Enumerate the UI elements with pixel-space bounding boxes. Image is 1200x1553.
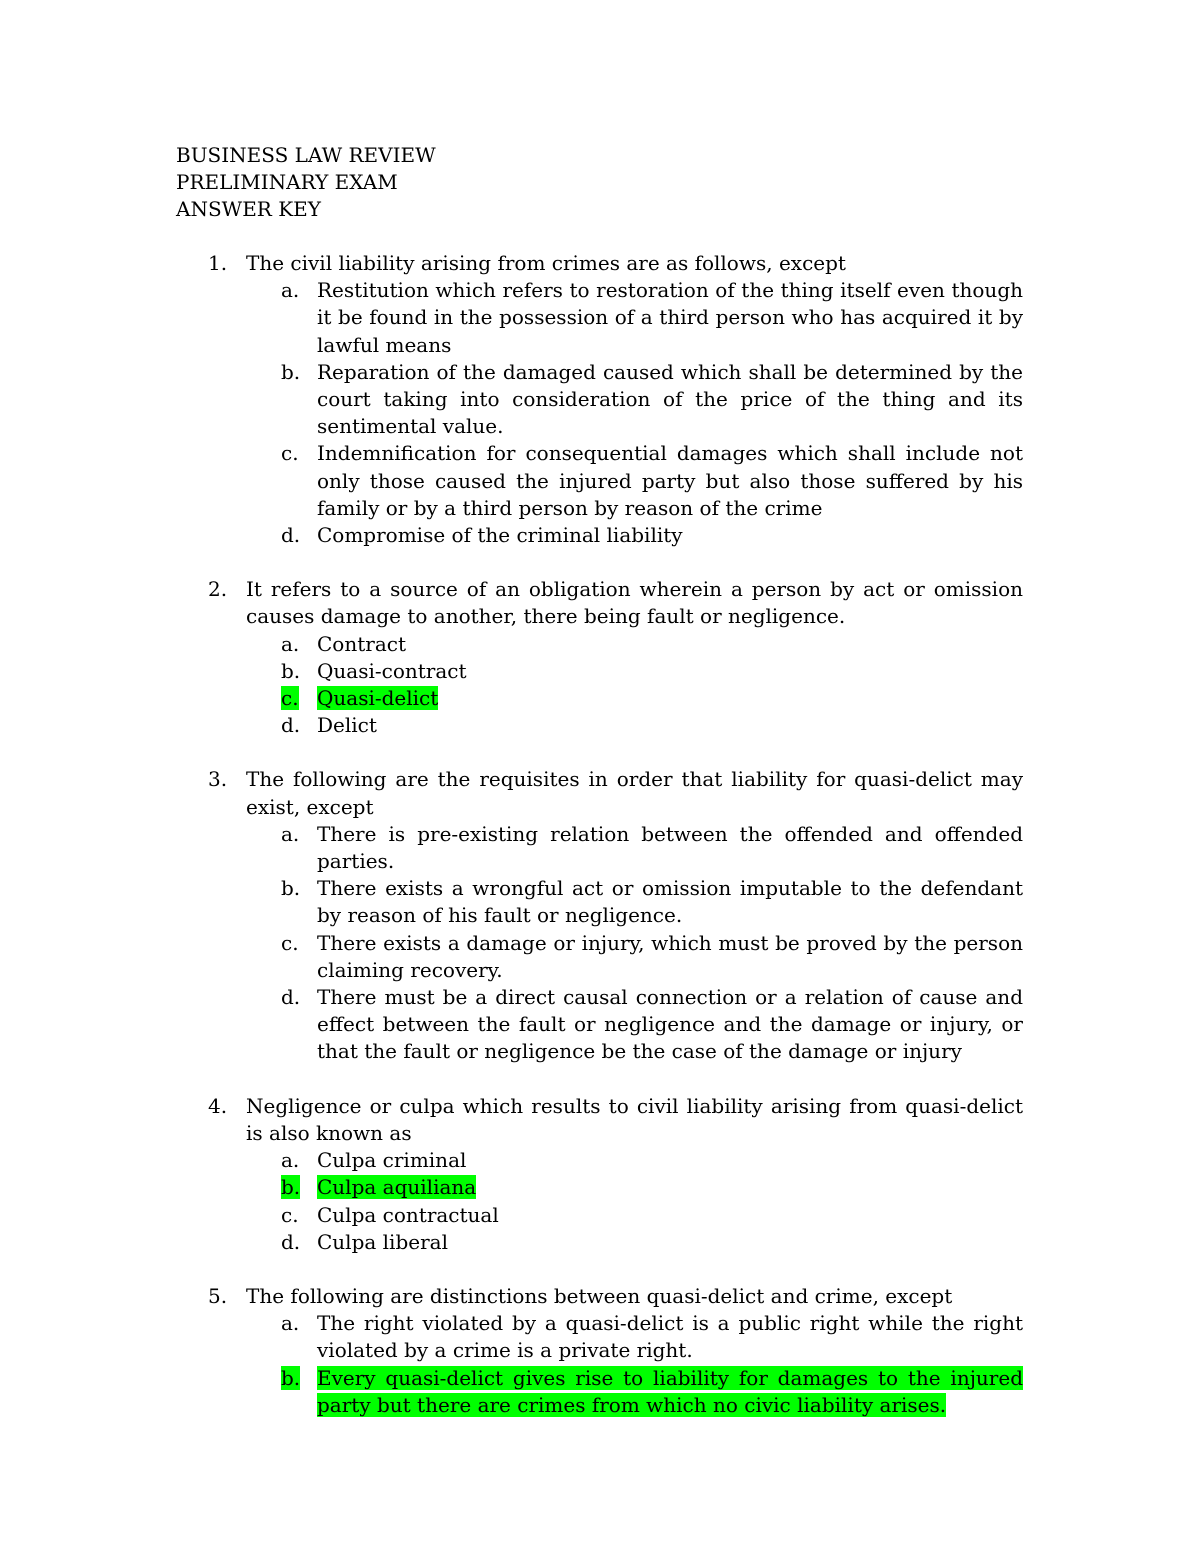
choice-text	[317, 1202, 1023, 1229]
choice-item-correct	[281, 685, 1023, 712]
header-answer-key: ANSWER KEY	[176, 197, 321, 221]
choice-text-content: Compromise of the criminal liability	[317, 523, 683, 548]
choice-letter	[281, 1174, 317, 1201]
choice-text-content: The right violated by a quasi-delict is a public right while the right violated by a crime is a private right.	[317, 1311, 1023, 1363]
choice-list	[281, 1310, 1023, 1419]
question-item	[208, 1283, 1023, 1419]
choice-item	[281, 1229, 1023, 1256]
choice-text-content: Reparation of the damaged caused which shall be determined by the court taking into consideration of the price of the thing and its sentimental value.	[317, 359, 1023, 439]
question-number: 3.	[208, 767, 228, 792]
choice-letter	[281, 984, 317, 1066]
question-number: 5.	[208, 1283, 228, 1308]
choice-list	[281, 821, 1023, 1066]
choice-text-content: There exists a damage or injury, which must be proved by the person claiming recovery.	[317, 930, 1023, 982]
choice-letter-text: a.	[281, 631, 300, 656]
question-stem	[208, 250, 1023, 277]
choice-letter-text: c.	[281, 686, 299, 711]
choice-text-content: Culpa liberal	[317, 1229, 448, 1254]
choice-text-content: Every quasi-delict gives rise to liability for damages to the injured party but there are crimes from which no civic liability arises.	[317, 1365, 1023, 1417]
choice-item	[281, 658, 1023, 685]
choice-letter-text: d.	[281, 523, 301, 548]
choice-letter	[281, 440, 317, 522]
question-text: Negligence or culpa which results to civil liability arising from quasi-delict is also known as	[246, 1093, 1023, 1145]
document-header	[176, 142, 436, 223]
question-text: The civil liability arising from crimes are as follows, except	[246, 251, 846, 275]
question-item	[208, 250, 1023, 549]
choice-letter	[281, 821, 317, 875]
choice-item	[281, 522, 1023, 549]
question-number: 2.	[208, 577, 228, 602]
question-number: 1.	[208, 251, 228, 275]
choice-item	[281, 984, 1023, 1066]
choice-text	[317, 1174, 1023, 1201]
choice-letter	[281, 685, 317, 712]
choice-letter	[281, 1365, 317, 1419]
choice-text-content: Culpa contractual	[317, 1202, 499, 1227]
choice-letter	[281, 1310, 317, 1364]
choice-text	[317, 658, 1023, 685]
choice-letter-text: b.	[281, 359, 301, 384]
choice-text-content: Culpa criminal	[317, 1148, 467, 1173]
choice-letter	[281, 712, 317, 739]
choice-letter-text: d.	[281, 985, 301, 1010]
choice-text	[317, 522, 1023, 549]
choice-text	[317, 712, 1023, 739]
choice-text-content: There is pre-existing relation between the offended and offended parties.	[317, 821, 1023, 874]
choice-letter-text: c.	[281, 1202, 299, 1227]
choice-letter-text: d.	[281, 713, 301, 738]
question-list	[208, 250, 1023, 1446]
choice-letter-text: a.	[281, 821, 300, 846]
choice-letter	[281, 359, 317, 441]
choice-letter	[281, 277, 317, 359]
choice-item	[281, 1147, 1023, 1174]
choice-letter-text: d.	[281, 1229, 301, 1254]
choice-list	[281, 277, 1023, 549]
choice-text	[317, 1310, 1023, 1364]
question-stem	[208, 1283, 1023, 1310]
choice-text	[317, 1365, 1023, 1419]
choice-letter-text: a.	[281, 1311, 300, 1336]
choice-letter-text: c.	[281, 441, 299, 466]
choice-letter-text: b.	[281, 658, 301, 683]
choice-item-correct	[281, 1174, 1023, 1201]
choice-letter	[281, 1229, 317, 1256]
question-item	[208, 1093, 1023, 1256]
question-stem	[208, 766, 1023, 820]
question-number: 4.	[208, 1093, 228, 1118]
choice-text-content: There exists a wrongful act or omission imputable to the defendant by reason of his fault or negligence.	[317, 876, 1023, 928]
choice-letter	[281, 930, 317, 984]
choice-text	[317, 1147, 1023, 1174]
choice-text	[317, 631, 1023, 658]
choice-letter-text: a.	[281, 1148, 300, 1173]
choice-letter	[281, 658, 317, 685]
choice-list	[281, 1147, 1023, 1256]
choice-text	[317, 821, 1023, 875]
choice-item	[281, 631, 1023, 658]
choice-text	[317, 440, 1023, 522]
choice-text-content: Culpa aquiliana	[317, 1175, 477, 1200]
choice-text	[317, 277, 1023, 359]
choice-letter	[281, 1147, 317, 1174]
question-item	[208, 576, 1023, 739]
choice-text-content: Contract	[317, 631, 406, 656]
choice-text	[317, 359, 1023, 441]
choice-item	[281, 930, 1023, 984]
choice-letter	[281, 875, 317, 929]
choice-letter-text: a.	[281, 278, 300, 303]
question-text: It refers to a source of an obligation wherein a person by act or omission causes damage to another, there being fault or negligence.	[246, 577, 1023, 629]
choice-item	[281, 1202, 1023, 1229]
question-item	[208, 766, 1023, 1065]
question-stem	[208, 1093, 1023, 1147]
choice-text-content: Quasi-delict	[317, 686, 439, 711]
choice-text-content: Quasi-contract	[317, 658, 467, 683]
choice-text	[317, 685, 1023, 712]
choice-item	[281, 712, 1023, 739]
choice-letter-text: b.	[281, 1175, 301, 1200]
choice-text-content: Indemnification for consequential damages which shall include not only those caused the injured party but also those suffered by his family or by a third person by reason of the crime	[317, 441, 1023, 520]
choice-text	[317, 984, 1023, 1066]
choice-text	[317, 930, 1023, 984]
choice-item-correct	[281, 1365, 1023, 1419]
question-stem	[208, 576, 1023, 630]
choice-letter	[281, 631, 317, 658]
header-subtitle: PRELIMINARY EXAM	[176, 170, 398, 194]
choice-letter-text: b.	[281, 876, 301, 901]
choice-text	[317, 1229, 1023, 1256]
choice-letter-text: b.	[281, 1365, 301, 1390]
choice-text-content: Delict	[317, 713, 377, 738]
choice-letter	[281, 1202, 317, 1229]
choice-text-content: Restitution which refers to restoration of the thing itself even though it be found in the possession of a third person who has acquired it by lawful means	[317, 278, 1023, 357]
choice-text-content: There must be a direct causal connection or a relation of cause and effect between the fault or negligence and the damage or injury, or that the fault or negligence be the case of the damage or injury	[317, 985, 1023, 1064]
choice-item	[281, 359, 1023, 441]
choice-item	[281, 1310, 1023, 1364]
question-text: The following are distinctions between quasi-delict and crime, except	[246, 1283, 953, 1308]
choice-text	[317, 875, 1023, 929]
choice-list	[281, 631, 1023, 740]
choice-item	[281, 277, 1023, 359]
choice-letter	[281, 522, 317, 549]
choice-item	[281, 440, 1023, 522]
question-text: The following are the requisites in order that liability for quasi-delict may exist, except	[246, 767, 1023, 819]
choice-item	[281, 875, 1023, 929]
choice-item	[281, 821, 1023, 875]
choice-letter-text: c.	[281, 930, 299, 955]
header-title: BUSINESS LAW REVIEW	[176, 143, 436, 167]
